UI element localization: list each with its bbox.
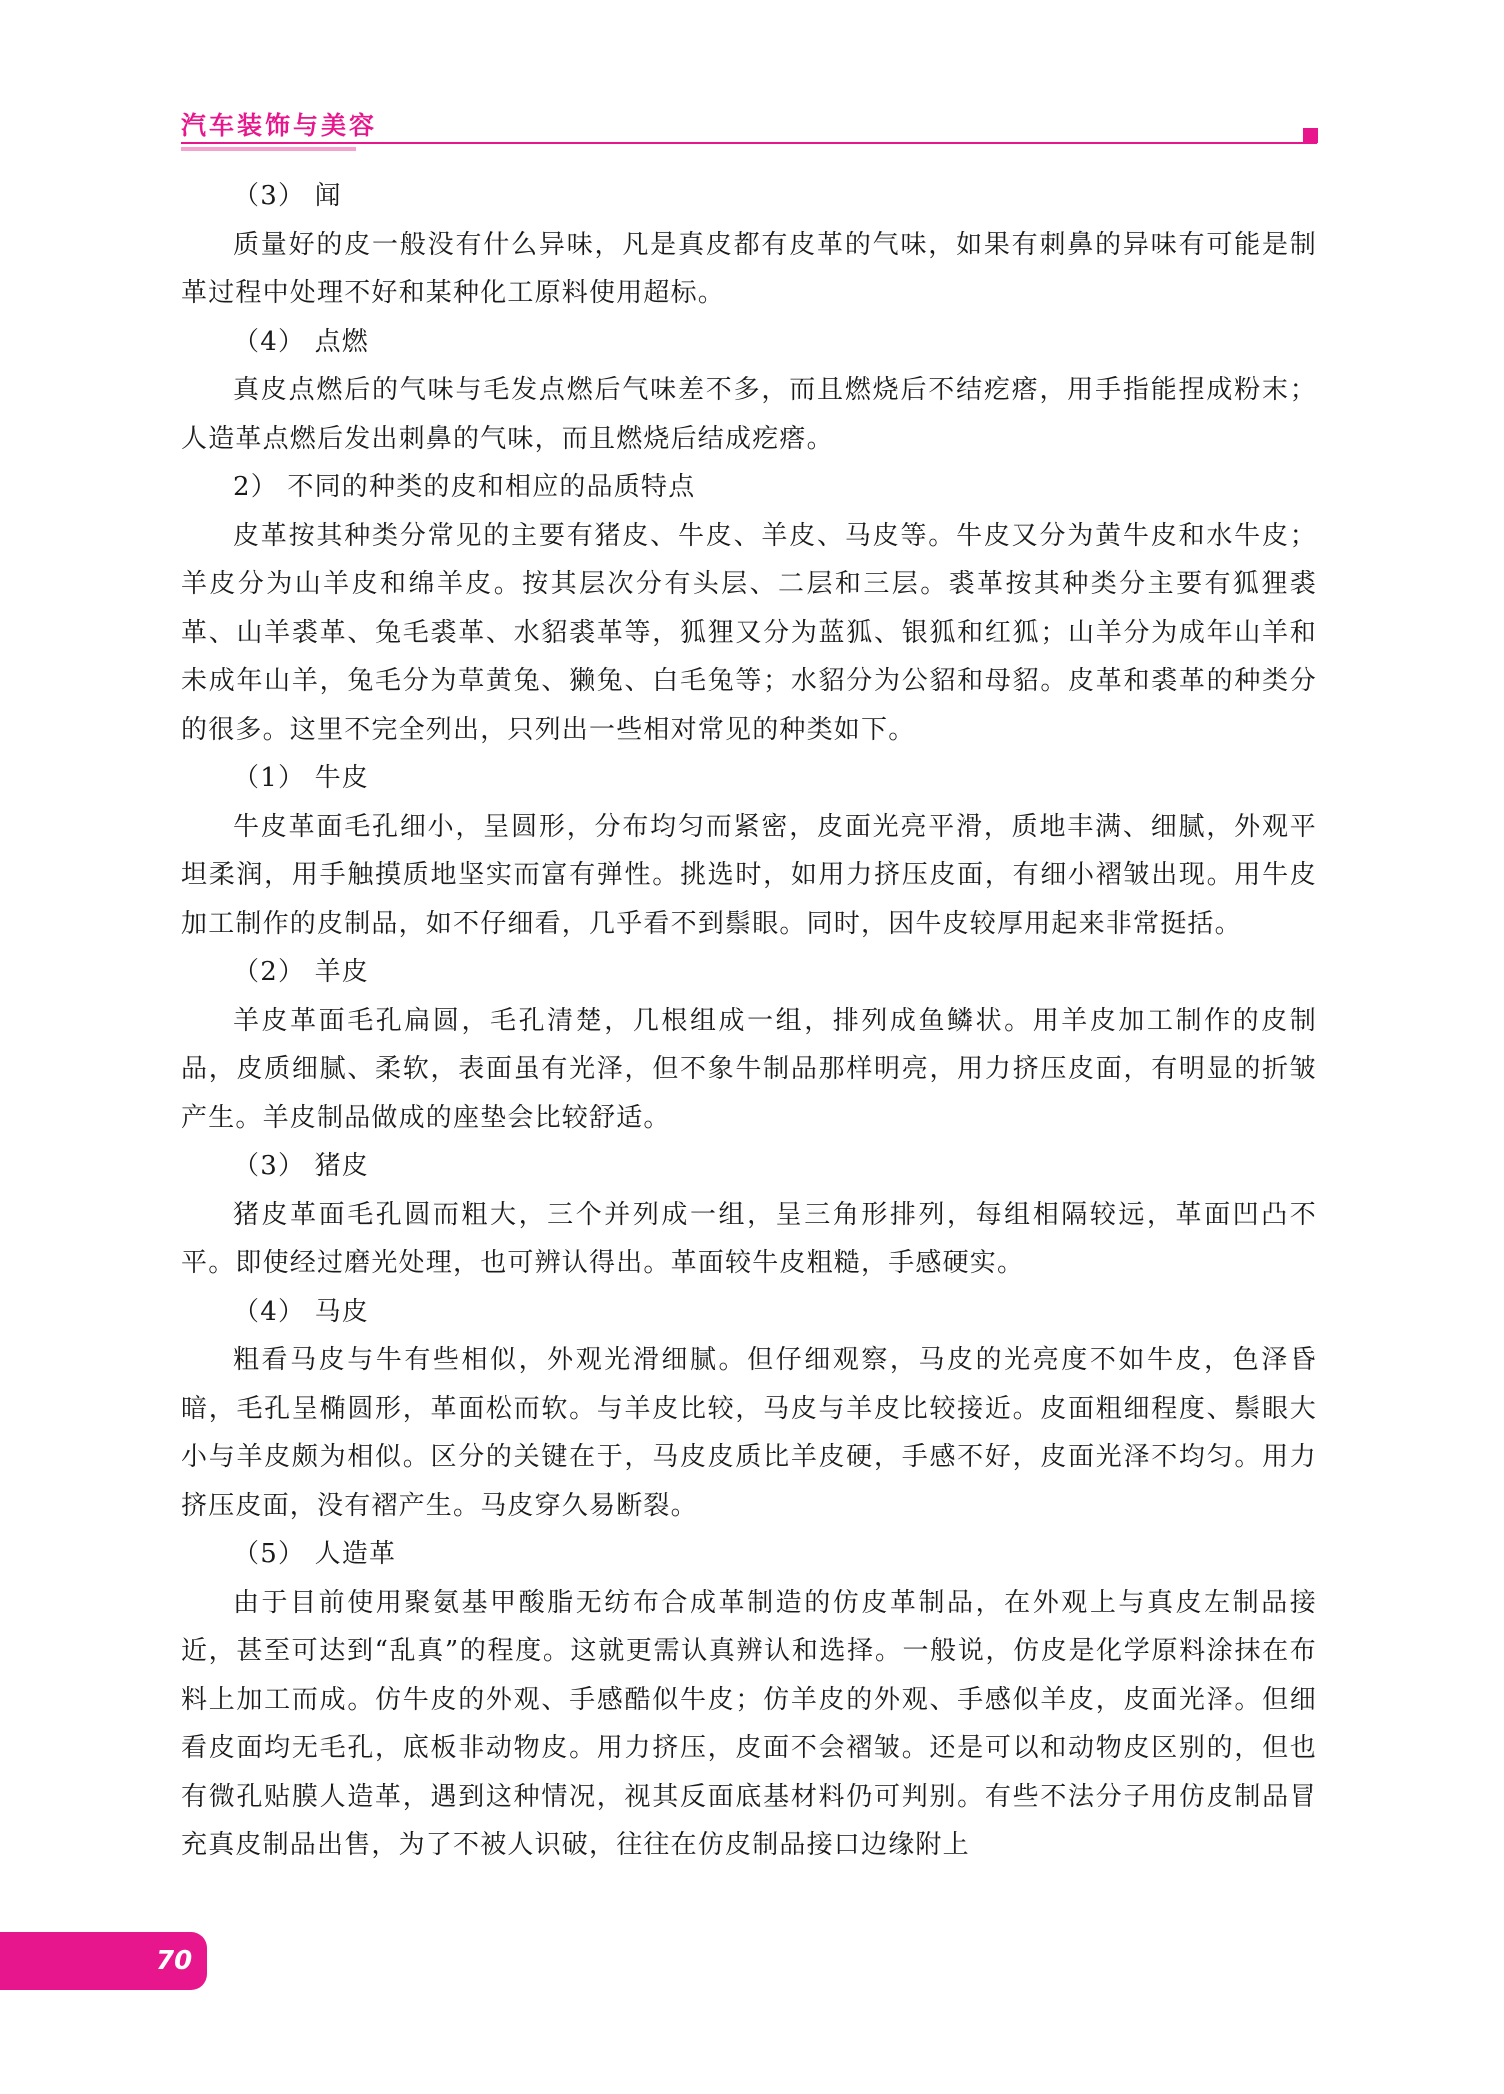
section-heading: 2） 不同的种类的皮和相应的品质特点	[233, 472, 696, 502]
paragraph: 羊皮革面毛孔扁圆，毛孔清楚，几根组成一组，排列成鱼鳞状。用羊皮加工制作的皮制品，皮质细腻、柔软，表面虽有光泽，但不象牛制品那样明亮，用力挤压皮面，有明显的折皱产生。羊皮制品做成的座垫会比较舒适。	[181, 1005, 1317, 1133]
header-square-marker	[1303, 128, 1318, 143]
section-heading: （5） 人造革	[233, 1539, 397, 1569]
paragraph: 质量好的皮一般没有什么异味，凡是真皮都有皮革的气味，如果有刺鼻的异味有可能是制革过程中处理不好和某种化工原料使用超标。	[181, 229, 1317, 308]
paragraph: 猪皮革面毛孔圆而粗大，三个并列成一组，呈三角形排列，每组相隔较远，革面凹凸不平。即使经过磨光处理，也可辨认得出。革面较牛皮粗糙，手感硬实。	[181, 1199, 1317, 1278]
page-number: 70	[156, 1946, 193, 1976]
paragraph: 皮革按其种类分常见的主要有猪皮、牛皮、羊皮、马皮等。牛皮又分为黄牛皮和水牛皮；羊皮分为山羊皮和绵羊皮。按其层次分有头层、二层和三层。裘革按其种类分主要有狐狸裘革、山羊裘革、兔毛裘革、水貂裘革等，狐狸又分为蓝狐、银狐和红狐；山羊分为成年山羊和未成年山羊，兔毛分为草黄兔、獭兔、白毛兔等；水貂分为公貂和母貂。皮革和裘革的种类分的很多。这里不完全列出，只列出一些相对常见的种类如下。	[181, 520, 1317, 745]
running-header-title: 汽车装饰与美容	[181, 111, 378, 140]
section-heading: （4） 马皮	[233, 1296, 370, 1327]
body-text	[181, 172, 1317, 1870]
section-heading: （3） 闻	[233, 181, 342, 211]
paragraph: 粗看马皮与牛有些相似，外观光滑细腻。但仔细观察，马皮的光亮度不如牛皮，色泽昏暗，毛孔呈椭圆形，革面松而软。与羊皮比较，马皮与羊皮比较接近。皮面粗细程度、鬃眼大小与羊皮颇为相似。区分的关键在于，马皮皮质比羊皮硬，手感不好，皮面光泽不均匀。用力挤压皮面，没有褶产生。马皮穿久易断裂。	[181, 1345, 1317, 1521]
section-heading: （3） 猪皮	[233, 1151, 370, 1181]
section-heading: （2） 羊皮	[233, 957, 370, 987]
paragraph: 牛皮革面毛孔细小，呈圆形，分布均匀而紧密，皮面光亮平滑，质地丰满、细腻，外观平坦柔润，用手触摸质地坚实而富有弹性。挑选时，如用力挤压皮面，有细小褶皱出现。用牛皮加工制作的皮制品，如不仔细看，几乎看不到鬃眼。同时，因牛皮较厚用起来非常挺括。	[181, 811, 1317, 939]
paragraph: 真皮点燃后的气味与毛发点燃后气味差不多，而且燃烧后不结疙瘩，用手指能捏成粉末；人造革点燃后发出刺鼻的气味，而且燃烧后结成疙瘩。	[181, 375, 1317, 454]
section-heading: （4） 点燃	[233, 326, 370, 357]
header-rule	[181, 142, 1317, 144]
section-heading: （1） 牛皮	[233, 763, 370, 793]
header-accent-bar	[181, 147, 356, 151]
paragraph: 由于目前使用聚氨基甲酸脂无纺布合成革制造的仿皮革制品，在外观上与真皮左制品接近，甚至可达到“乱真”的程度。这就更需认真辨认和选择。一般说，仿皮是化学原料涂抹在布料上加工而成。仿牛皮的外观、手感酷似牛皮；仿羊皮的外观、手感似羊皮，皮面光泽。但细看皮面均无毛孔，底板非动物皮。用力挤压，皮面不会褶皱。还是可以和动物皮区别的，但也有微孔贴膜人造革，遇到这种情况，视其反面底基材料仍可判别。有些不法分子用仿皮制品冒充真皮制品出售，为了不被人识破，往往在仿皮制品接口边缘附上	[181, 1587, 1317, 1860]
